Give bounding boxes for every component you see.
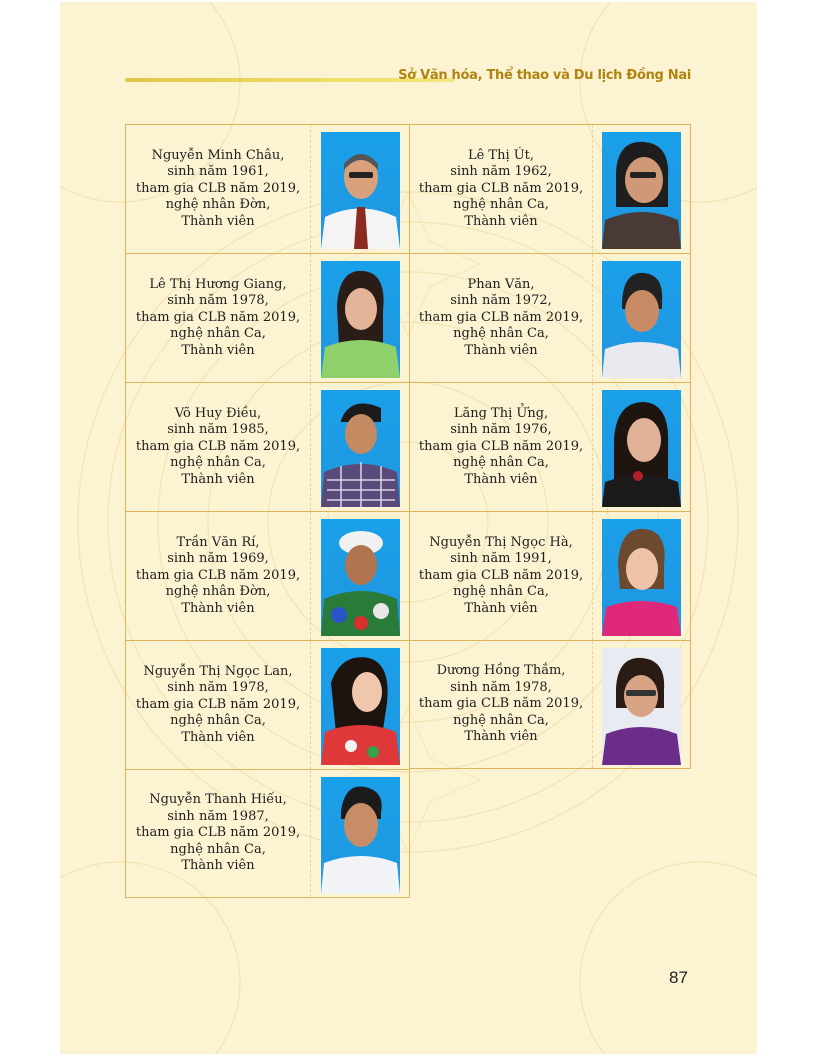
member-info xyxy=(410,254,592,382)
member-name: Dương Hồng Thắm, xyxy=(436,663,566,679)
member-role: nghệ nhân Đờn, xyxy=(165,584,271,600)
member-born: sinh năm 1961, xyxy=(167,164,269,180)
member-photo xyxy=(321,777,400,894)
member-photo xyxy=(321,519,400,636)
member-card xyxy=(409,511,691,640)
member-position: Thành viên xyxy=(181,213,255,229)
member-photo xyxy=(602,132,681,249)
member-photo xyxy=(602,261,681,378)
member-info xyxy=(126,383,310,511)
member-joined: tham gia CLB năm 2019, xyxy=(418,696,584,712)
page-number: 87 xyxy=(669,968,688,987)
member-joined: tham gia CLB năm 2019, xyxy=(418,567,584,583)
member-name: Võ Huy Điều, xyxy=(174,405,262,421)
member-card xyxy=(409,640,691,769)
member-joined: tham gia CLB năm 2019, xyxy=(135,438,301,454)
member-info xyxy=(126,512,310,640)
member-joined: tham gia CLB năm 2019, xyxy=(418,438,584,454)
member-born: sinh năm 1987, xyxy=(167,808,269,824)
member-born: sinh năm 1962, xyxy=(450,164,552,180)
member-photo xyxy=(602,648,681,765)
member-born: sinh năm 1978, xyxy=(167,680,269,696)
member-name: Lê Thị Út, xyxy=(467,147,535,163)
member-role: nghệ nhân Ca, xyxy=(453,197,549,213)
member-card xyxy=(125,511,410,640)
member-joined: tham gia CLB năm 2019, xyxy=(135,825,301,841)
member-position: Thành viên xyxy=(181,858,255,874)
member-info xyxy=(410,641,592,768)
member-role: nghệ nhân Ca, xyxy=(453,326,549,342)
member-info xyxy=(126,641,310,769)
member-info xyxy=(126,125,310,253)
member-joined: tham gia CLB năm 2019, xyxy=(135,180,301,196)
member-name: Nguyễn Thanh Hiếu, xyxy=(149,792,287,808)
member-role: nghệ nhân Ca, xyxy=(170,841,266,857)
member-card xyxy=(409,253,691,382)
member-name: Nguyễn Thị Ngọc Hà, xyxy=(429,534,573,550)
member-position: Thành viên xyxy=(464,729,538,745)
member-info xyxy=(410,383,592,511)
member-photo xyxy=(321,261,400,378)
member-role: nghệ nhân Ca, xyxy=(170,326,266,342)
member-photo xyxy=(321,390,400,507)
member-info xyxy=(126,254,310,382)
member-name: Trần Văn Rí, xyxy=(176,534,260,550)
member-born: sinh năm 1978, xyxy=(450,679,552,695)
member-born: sinh năm 1969, xyxy=(167,551,269,567)
member-role: nghệ nhân Ca, xyxy=(170,713,266,729)
member-joined: tham gia CLB năm 2019, xyxy=(418,309,584,325)
member-born: sinh năm 1978, xyxy=(167,293,269,309)
member-born: sinh năm 1976, xyxy=(450,422,552,438)
member-name: Nguyễn Thị Ngọc Lan, xyxy=(143,663,293,679)
member-position: Thành viên xyxy=(181,471,255,487)
member-position: Thành viên xyxy=(464,600,538,616)
member-role: nghệ nhân Ca, xyxy=(453,584,549,600)
member-card xyxy=(125,382,410,511)
member-photo xyxy=(602,390,681,507)
member-position: Thành viên xyxy=(464,471,538,487)
member-joined: tham gia CLB năm 2019, xyxy=(418,180,584,196)
member-joined: tham gia CLB năm 2019, xyxy=(135,309,301,325)
member-role: nghệ nhân Ca, xyxy=(453,455,549,471)
member-position: Thành viên xyxy=(464,342,538,358)
member-name: Nguyễn Minh Châu, xyxy=(151,147,285,163)
member-role: nghệ nhân Ca, xyxy=(453,712,549,728)
member-info xyxy=(410,512,592,640)
member-position: Thành viên xyxy=(181,342,255,358)
member-card xyxy=(125,640,410,769)
member-role: nghệ nhân Đờn, xyxy=(165,197,271,213)
member-card xyxy=(125,253,410,382)
member-name: Phan Văn, xyxy=(467,276,535,292)
member-position: Thành viên xyxy=(464,213,538,229)
header-title: Sở Văn hóa, Thể thao và Du lịch Đồng Nai xyxy=(398,68,691,83)
member-photo xyxy=(321,132,400,249)
member-card xyxy=(409,382,691,511)
member-info xyxy=(126,770,310,897)
page xyxy=(60,2,757,1054)
member-role: nghệ nhân Ca, xyxy=(170,455,266,471)
member-card xyxy=(125,124,410,253)
member-born: sinh năm 1972, xyxy=(450,293,552,309)
member-joined: tham gia CLB năm 2019, xyxy=(135,696,301,712)
member-name: Lăng Thị Ửng, xyxy=(453,405,549,421)
member-card xyxy=(409,124,691,253)
member-joined: tham gia CLB năm 2019, xyxy=(135,567,301,583)
member-photo xyxy=(321,648,400,765)
member-photo xyxy=(602,519,681,636)
member-position: Thành viên xyxy=(181,729,255,745)
member-born: sinh năm 1991, xyxy=(450,551,552,567)
member-info xyxy=(410,125,592,253)
member-position: Thành viên xyxy=(181,600,255,616)
member-name: Lê Thị Hương Giang, xyxy=(149,276,287,292)
member-card xyxy=(125,769,410,898)
member-born: sinh năm 1985, xyxy=(167,422,269,438)
